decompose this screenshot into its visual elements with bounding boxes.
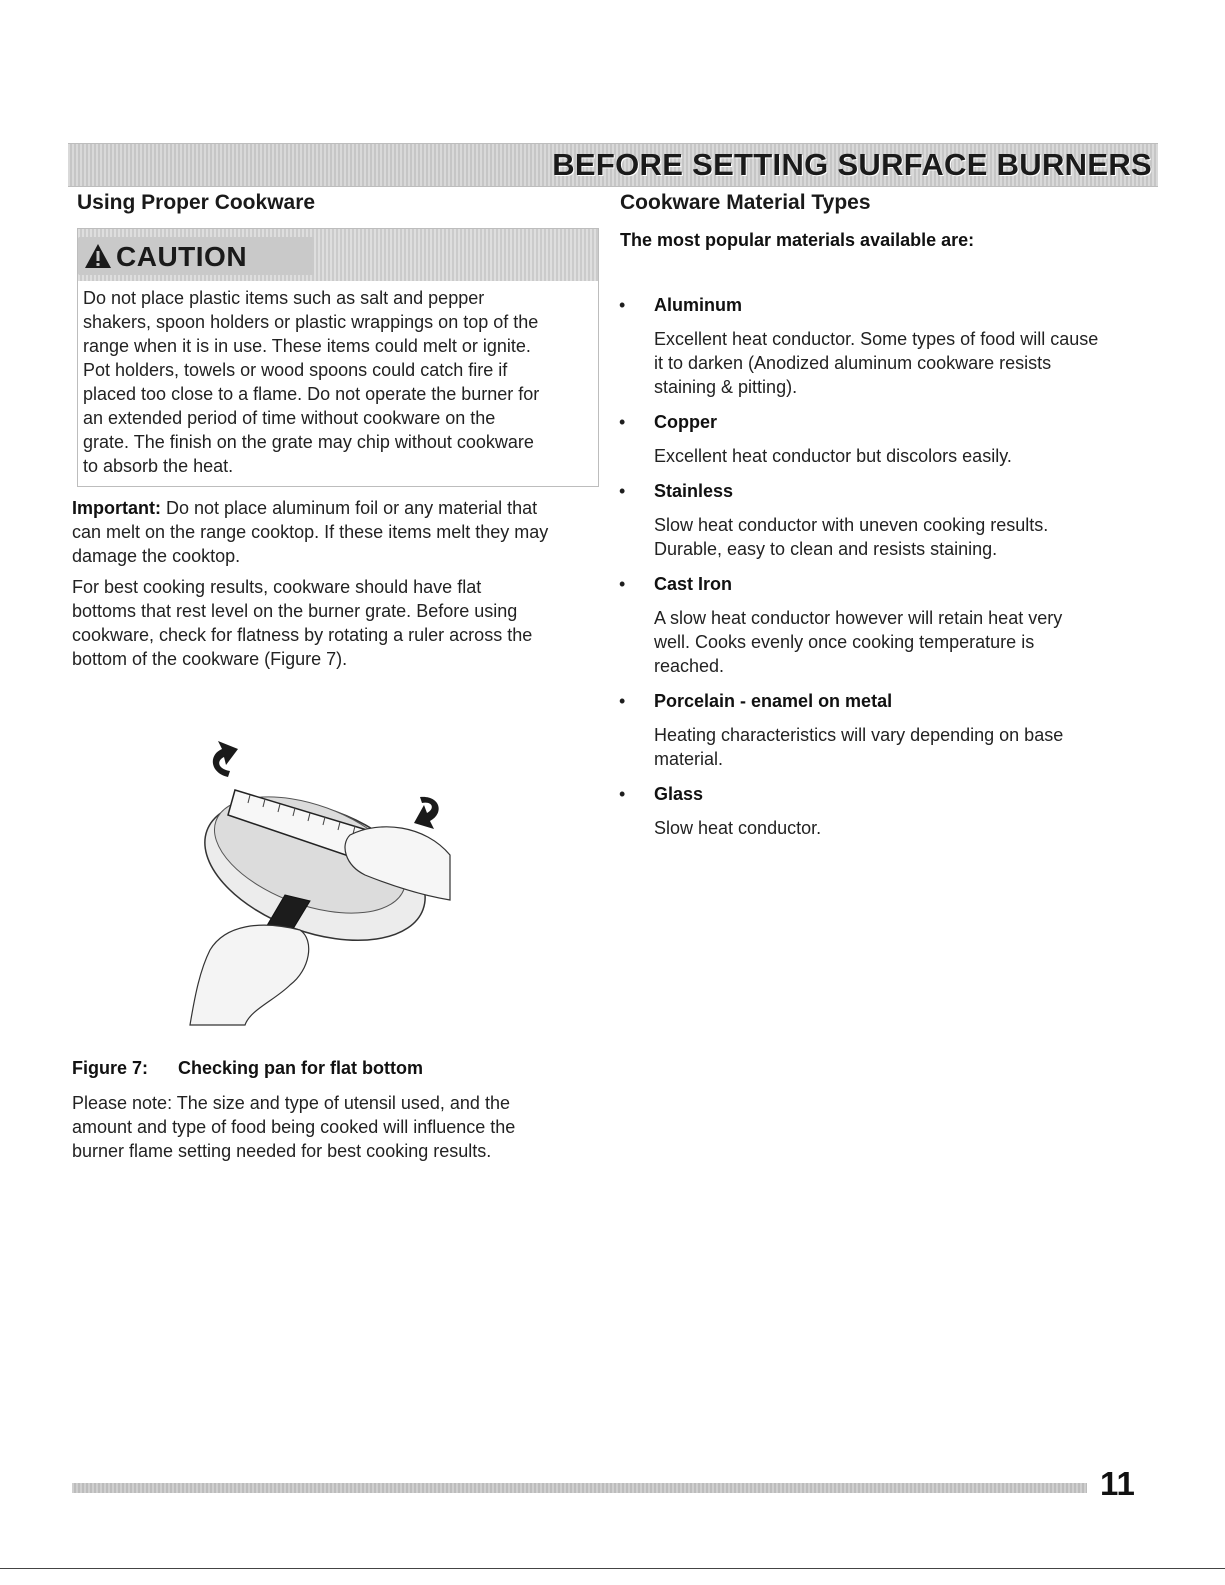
description-line: Heating characteristics will vary depending on base — [654, 725, 1064, 745]
caution-line: Do not place plastic items such as salt and pepper — [83, 288, 485, 308]
page-number: 11 — [1100, 1465, 1135, 1502]
description-line: Excellent heat conductor. Some types of food will cause — [654, 329, 1099, 349]
bullet: • — [619, 691, 626, 711]
material-description — [654, 444, 1155, 468]
bullet: • — [619, 412, 626, 432]
material-name: Copper — [654, 412, 717, 432]
pan-flatness-illustration — [150, 725, 470, 1045]
bullet: • — [619, 295, 626, 315]
figure-title: Checking pan for flat bottom — [178, 1058, 423, 1078]
figure-caption — [72, 1058, 423, 1079]
description-line: Slow heat conductor. — [654, 818, 822, 838]
caution-line: shakers, spoon holders or plastic wrappings on top of the — [83, 312, 539, 332]
important-label: Important: — [72, 498, 161, 518]
bullet: • — [619, 574, 626, 594]
figure-number: Figure 7: — [72, 1058, 149, 1078]
paragraph-line: For best cooking results, cookware should have flat — [72, 577, 482, 597]
list-item — [615, 293, 1155, 399]
description-line: staining & pitting). — [654, 377, 798, 397]
section-heading-left: Using Proper Cookware — [77, 191, 316, 214]
caution-line: to absorb the heat. — [83, 456, 234, 476]
important-line: can melt on the range cooktop. If these items melt they may — [72, 522, 549, 542]
left-hand — [190, 925, 309, 1025]
list-item — [615, 479, 1155, 561]
important-line: Do not place aluminum foil or any material that — [161, 498, 538, 518]
caution-label-plate — [78, 237, 314, 275]
description-line: it to darken (Anodized aluminum cookware resists — [654, 353, 1052, 373]
caution-box — [77, 228, 599, 487]
paragraph-line: amount and type of food being cooked will influence the — [72, 1117, 516, 1137]
description-line: material. — [654, 749, 724, 769]
material-description — [654, 513, 1155, 561]
list-item — [615, 410, 1155, 468]
important-note — [72, 496, 602, 568]
caution-line: range when it is in use. These items could melt or ignite. — [83, 336, 531, 356]
rotate-arrow-right-icon — [414, 797, 439, 829]
caution-line: an extended period of time without cookware on the — [83, 408, 496, 428]
bullet: • — [619, 481, 626, 501]
page-title: BEFORE SETTING SURFACE BURNERS — [552, 147, 1152, 182]
list-item — [615, 689, 1155, 771]
caution-label: CAUTION — [116, 241, 248, 272]
paragraph-line: bottom of the cookware (Figure 7). — [72, 649, 348, 669]
note-paragraph — [72, 1091, 602, 1163]
section-heading-right: Cookware Material Types — [620, 191, 871, 214]
description-line: A slow heat conductor however will retain heat very — [654, 608, 1063, 628]
caution-line: Pot holders, towels or wood spoons could catch fire if — [83, 360, 508, 380]
description-line: Slow heat conductor with uneven cooking results. — [654, 515, 1049, 535]
bottom-rule — [0, 1568, 1225, 1569]
caution-text — [83, 286, 588, 478]
description-line: Excellent heat conductor but discolors easily. — [654, 446, 1012, 466]
material-description — [654, 723, 1155, 771]
section-banner — [68, 143, 1158, 187]
materials-lead: The most popular materials available are: — [620, 230, 975, 250]
material-name: Porcelain - enamel on metal — [654, 691, 893, 711]
material-description — [654, 327, 1155, 399]
important-line: damage the cooktop. — [72, 546, 241, 566]
footer-bar — [72, 1483, 1087, 1493]
caution-line: placed too close to a flame. Do not operate the burner for — [83, 384, 540, 404]
paragraph-line: Please note: The size and type of utensil used, and the — [72, 1093, 510, 1113]
list-item — [615, 572, 1155, 678]
material-name: Stainless — [654, 481, 734, 501]
description-line: well. Cooks evenly once cooking temperature is — [654, 632, 1035, 652]
paragraph-line: cookware, check for flatness by rotating a ruler across the — [72, 625, 533, 645]
material-name: Cast Iron — [654, 574, 733, 594]
caution-header — [78, 229, 598, 281]
materials-list — [615, 293, 1155, 851]
description-line: Durable, easy to clean and resists staining. — [654, 539, 998, 559]
caution-line: grate. The finish on the grate may chip without cookware — [83, 432, 534, 452]
flatness-paragraph — [72, 575, 602, 671]
material-description — [654, 816, 1155, 840]
rotate-arrow-left-icon — [213, 741, 238, 777]
material-description — [654, 606, 1155, 678]
list-item — [615, 782, 1155, 840]
bullet: • — [619, 784, 626, 804]
paragraph-line: bottoms that rest level on the burner grate. Before using — [72, 601, 518, 621]
material-name: Glass — [654, 784, 704, 804]
material-name: Aluminum — [654, 295, 742, 315]
warning-icon — [84, 243, 112, 269]
paragraph-line: burner flame setting needed for best cooking results. — [72, 1141, 492, 1161]
description-line: reached. — [654, 656, 725, 676]
